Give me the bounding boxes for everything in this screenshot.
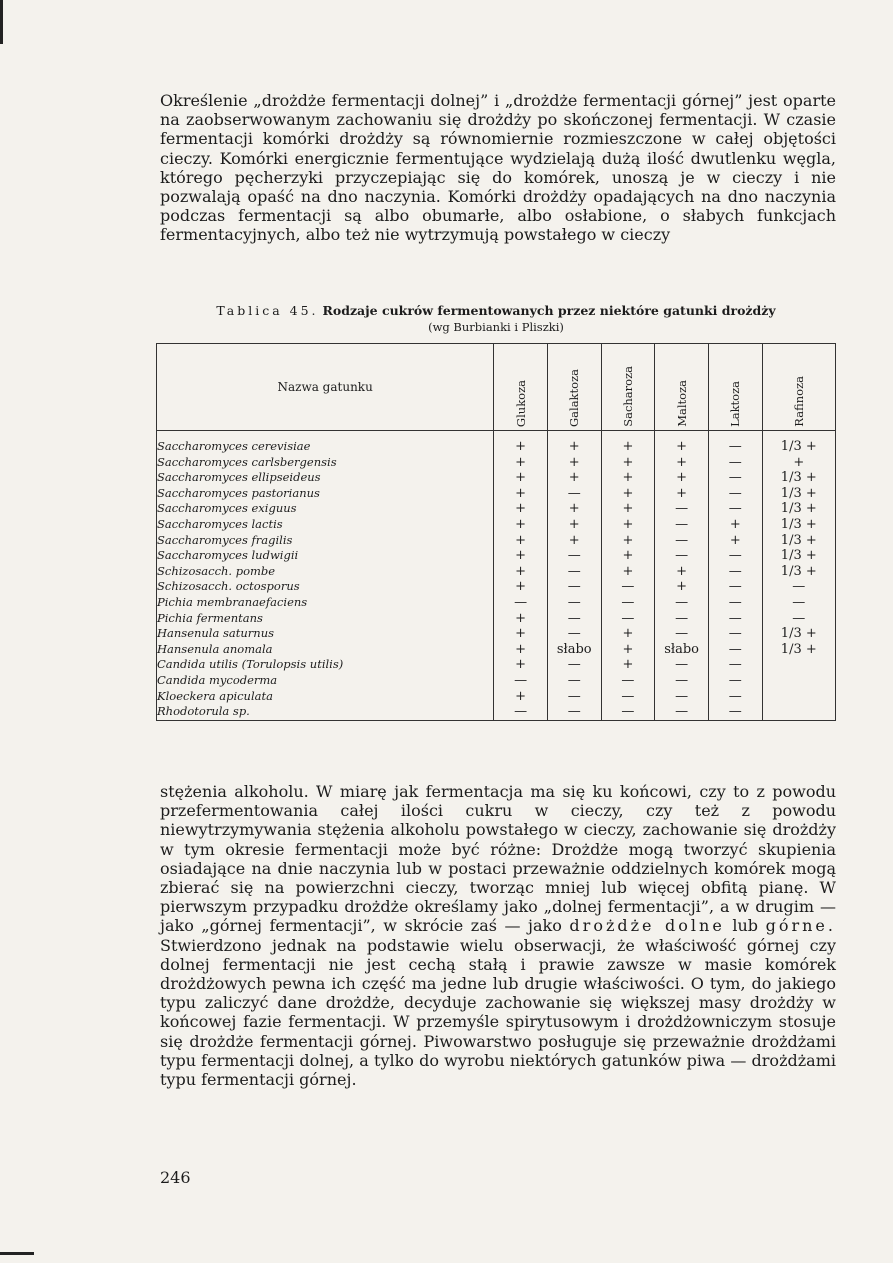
cell-rafinoza: 1/3 + <box>762 564 835 580</box>
table-row <box>157 533 836 549</box>
cell-maltoza: — <box>655 626 709 642</box>
cell-sacharoza: + <box>601 548 655 564</box>
table-row <box>157 431 836 455</box>
cell-glukoza: + <box>494 564 548 580</box>
species-name: Schizosacch. pombe <box>157 564 494 580</box>
cell-rafinoza: 1/3 + <box>762 533 835 549</box>
cell-galaktoza: słabo <box>547 642 601 658</box>
cell-glukoza: — <box>494 704 548 720</box>
species-name: Hansenula anomala <box>157 642 494 658</box>
cell-laktoza: — <box>708 548 762 564</box>
species-name: Candida utilis (Torulopsis utilis) <box>157 657 494 673</box>
cell-rafinoza: 1/3 + <box>762 517 835 533</box>
column-header-maltoza: Maltoza <box>655 344 709 431</box>
cell-sacharoza: + <box>601 564 655 580</box>
cell-laktoza: + <box>708 517 762 533</box>
table-row <box>157 564 836 580</box>
cell-glukoza: + <box>494 486 548 502</box>
cell-galaktoza: + <box>547 431 601 455</box>
species-name: Pichia fermentans <box>157 611 494 627</box>
cell-rafinoza: — <box>762 595 835 611</box>
species-name: Rhodotorula sp. <box>157 704 494 720</box>
cell-laktoza: — <box>708 579 762 595</box>
scan-edge-mark-top <box>0 0 3 44</box>
table-row <box>157 517 836 533</box>
cell-sacharoza: + <box>601 501 655 517</box>
species-name: Pichia membranaefaciens <box>157 595 494 611</box>
cell-galaktoza: — <box>547 564 601 580</box>
table-row <box>157 626 836 642</box>
cell-rafinoza: + <box>762 455 835 471</box>
table-subtitle: (wg Burbianki i Pliszki) <box>428 320 564 334</box>
cell-maltoza: — <box>655 501 709 517</box>
cell-sacharoza: — <box>601 611 655 627</box>
cell-glukoza: + <box>494 431 548 455</box>
cell-maltoza: słabo <box>655 642 709 658</box>
cell-glukoza: + <box>494 642 548 658</box>
cell-laktoza: + <box>708 533 762 549</box>
scan-edge-mark-bottom <box>0 1252 34 1255</box>
table-row <box>157 455 836 471</box>
paragraph-2 <box>160 782 836 1089</box>
cell-sacharoza: — <box>601 689 655 705</box>
column-header-rafinoza: Rafinoza <box>762 344 835 431</box>
cell-maltoza: — <box>655 611 709 627</box>
table-label: Tablica 45. <box>216 303 319 318</box>
yeast-sugar-table <box>156 343 836 721</box>
cell-galaktoza: — <box>547 548 601 564</box>
cell-sacharoza: — <box>601 595 655 611</box>
cell-laktoza: — <box>708 455 762 471</box>
cell-rafinoza: — <box>762 611 835 627</box>
cell-maltoza: + <box>655 486 709 502</box>
cell-glukoza: + <box>494 657 548 673</box>
cell-rafinoza: 1/3 + <box>762 642 835 658</box>
cell-maltoza: + <box>655 564 709 580</box>
cell-laktoza: — <box>708 626 762 642</box>
cell-rafinoza: 1/3 + <box>762 548 835 564</box>
cell-rafinoza <box>762 704 835 720</box>
cell-maltoza: + <box>655 455 709 471</box>
cell-galaktoza: — <box>547 673 601 689</box>
cell-rafinoza <box>762 689 835 705</box>
species-name: Saccharomyces cerevisiae <box>157 431 494 455</box>
cell-glukoza: + <box>494 611 548 627</box>
column-header-galaktoza: Galaktoza <box>547 344 601 431</box>
species-name: Saccharomyces lactis <box>157 517 494 533</box>
cell-glukoza: + <box>494 533 548 549</box>
cell-laktoza: — <box>708 564 762 580</box>
cell-sacharoza: — <box>601 579 655 595</box>
species-name: Saccharomyces ellipseideus <box>157 470 494 486</box>
cell-maltoza: + <box>655 431 709 455</box>
cell-galaktoza: + <box>547 455 601 471</box>
cell-glukoza: + <box>494 501 548 517</box>
species-name: Saccharomyces carlsbergensis <box>157 455 494 471</box>
cell-laktoza: — <box>708 431 762 455</box>
cell-laktoza: — <box>708 704 762 720</box>
cell-galaktoza: — <box>547 689 601 705</box>
cell-laktoza: — <box>708 689 762 705</box>
cell-galaktoza: — <box>547 626 601 642</box>
table-row <box>157 501 836 517</box>
table-row <box>157 486 836 502</box>
cell-galaktoza: — <box>547 595 601 611</box>
term-bottom-yeast: drożdże dolne <box>569 916 725 936</box>
cell-galaktoza: — <box>547 579 601 595</box>
cell-glukoza: + <box>494 626 548 642</box>
cell-maltoza: — <box>655 673 709 689</box>
cell-sacharoza: — <box>601 704 655 720</box>
cell-sacharoza: + <box>601 517 655 533</box>
cell-glukoza: + <box>494 579 548 595</box>
cell-glukoza: + <box>494 689 548 705</box>
cell-maltoza: — <box>655 548 709 564</box>
cell-maltoza: — <box>655 517 709 533</box>
table-body <box>157 431 836 721</box>
table-row <box>157 689 836 705</box>
page-number: 246 <box>160 1168 191 1187</box>
cell-sacharoza: + <box>601 486 655 502</box>
species-name: Saccharomyces ludwigii <box>157 548 494 564</box>
table-row <box>157 611 836 627</box>
cell-sacharoza: + <box>601 470 655 486</box>
cell-galaktoza: — <box>547 611 601 627</box>
table-row <box>157 548 836 564</box>
cell-rafinoza: 1/3 + <box>762 486 835 502</box>
cell-laktoza: — <box>708 673 762 689</box>
table-header-row <box>157 344 836 431</box>
species-name: Kloeckera apiculata <box>157 689 494 705</box>
cell-glukoza: — <box>494 673 548 689</box>
cell-sacharoza: + <box>601 657 655 673</box>
cell-galaktoza: — <box>547 704 601 720</box>
cell-maltoza: + <box>655 470 709 486</box>
species-name: Saccharomyces pastorianus <box>157 486 494 502</box>
paragraph-2-text-a: stężenia alkoholu. W miarę jak fermentacja ma się ku końcowi, czy to z powodu przefermentowania całej ilości cukru w cieczy, czy też z powodu niewytrzymywania stężenia alkoholu powstałego w cieczy, zachowanie się drożdży w tym okresie fermentacji może być różne: Drożdże mogą tworzyć skupienia osiadające na dnie naczynia lub w postaci przeważnie oddzielnych komórek mogą zbierać się na powierzchni cieczy, tworząc mniej lub więcej obfitą pianę. W pierwszym przypadku drożdże określamy jako „dolnej fermentacji”, a w drugim — jako „górnej fermentacji”, w skrócie zaś — jako <box>160 782 836 936</box>
cell-rafinoza: — <box>762 579 835 595</box>
cell-maltoza: — <box>655 689 709 705</box>
term-connector: lub <box>732 916 759 936</box>
cell-glukoza: — <box>494 595 548 611</box>
cell-maltoza: — <box>655 704 709 720</box>
cell-laktoza: — <box>708 501 762 517</box>
table-row <box>157 657 836 673</box>
cell-laktoza: — <box>708 642 762 658</box>
cell-laktoza: — <box>708 486 762 502</box>
cell-laktoza: — <box>708 611 762 627</box>
paragraph-2-text-b: Stwierdzono jednak na podstawie wielu obserwacji, że właściwość górnej czy dolnej fermentacji nie jest cechą stałą i prawie zawsze w masie komórek drożdżowych pewna ich część ma jedne lub drugie właściwości. O tym, do jakiego typu zaliczyć dane drożdże, decyduje zachowanie się większej masy drożdży w końcowej fazie fermentacji. W przemyśle spirytusowym i drożdżowniczym stosuje się drożdże fermentacji górnej. Piwowarstwo posługuje się przeważnie drożdżami typu fermentacji dolnej, a tylko do wyrobu niektórych gatunków piwa — drożdżami typu fermentacji górnej. <box>160 935 836 1090</box>
cell-glukoza: + <box>494 548 548 564</box>
cell-galaktoza: + <box>547 501 601 517</box>
cell-sacharoza: + <box>601 626 655 642</box>
species-name: Saccharomyces exiguus <box>157 501 494 517</box>
cell-glukoza: + <box>494 455 548 471</box>
cell-maltoza: + <box>655 579 709 595</box>
cell-laktoza: — <box>708 657 762 673</box>
cell-sacharoza: — <box>601 673 655 689</box>
column-header-laktoza: Laktoza <box>708 344 762 431</box>
table-row <box>157 595 836 611</box>
cell-maltoza: — <box>655 533 709 549</box>
cell-maltoza: — <box>655 657 709 673</box>
cell-sacharoza: + <box>601 455 655 471</box>
cell-rafinoza: 1/3 + <box>762 431 835 455</box>
cell-rafinoza <box>762 673 835 689</box>
table-title: Rodzaje cukrów fermentowanych przez niektóre gatunki drożdży <box>322 303 776 318</box>
term-top-yeast: górne. <box>765 916 836 936</box>
table-row <box>157 704 836 720</box>
cell-laktoza: — <box>708 470 762 486</box>
cell-rafinoza: 1/3 + <box>762 501 835 517</box>
paragraph-1: Określenie „drożdże fermentacji dolnej” i „drożdże fermentacji górnej” jest oparte na zaobserwowanym zachowaniu się drożdży po skończonej fermentacji. W czasie fermentacji komórki drożdży są równomiernie rozmieszczone w całej objętości cieczy. Komórki energicznie fermentujące wydzielają dużą ilość dwutlenku węgla, którego pęcherzyki przyczepiając się do komórek, unoszą je w cieczy i nie pozwalają opaść na dno naczynia. Komórki drożdży opadających na dno naczynia podczas fermentacji są albo obumarłe, albo osłabione, o słabych funkcjach fermentacyjnych, albo też nie wytrzymują powstałego w cieczy <box>160 91 836 245</box>
cell-sacharoza: + <box>601 533 655 549</box>
table-row <box>157 579 836 595</box>
table-row <box>157 673 836 689</box>
table-caption <box>156 303 836 335</box>
cell-galaktoza: + <box>547 517 601 533</box>
column-header-glukoza: Glukoza <box>494 344 548 431</box>
cell-sacharoza: + <box>601 431 655 455</box>
table-row <box>157 470 836 486</box>
cell-sacharoza: + <box>601 642 655 658</box>
species-name: Schizosacch. octosporus <box>157 579 494 595</box>
cell-glukoza: + <box>494 470 548 486</box>
cell-galaktoza: + <box>547 470 601 486</box>
cell-rafinoza <box>762 657 835 673</box>
species-name: Candida mycoderma <box>157 673 494 689</box>
species-name: Hansenula saturnus <box>157 626 494 642</box>
column-header-name: Nazwa gatunku <box>157 344 494 431</box>
cell-galaktoza: + <box>547 533 601 549</box>
column-header-sacharoza: Sacharoza <box>601 344 655 431</box>
species-name: Saccharomyces fragilis <box>157 533 494 549</box>
table-row <box>157 642 836 658</box>
cell-laktoza: — <box>708 595 762 611</box>
cell-maltoza: — <box>655 595 709 611</box>
cell-rafinoza: 1/3 + <box>762 470 835 486</box>
cell-galaktoza: — <box>547 657 601 673</box>
cell-glukoza: + <box>494 517 548 533</box>
cell-galaktoza: — <box>547 486 601 502</box>
cell-rafinoza: 1/3 + <box>762 626 835 642</box>
